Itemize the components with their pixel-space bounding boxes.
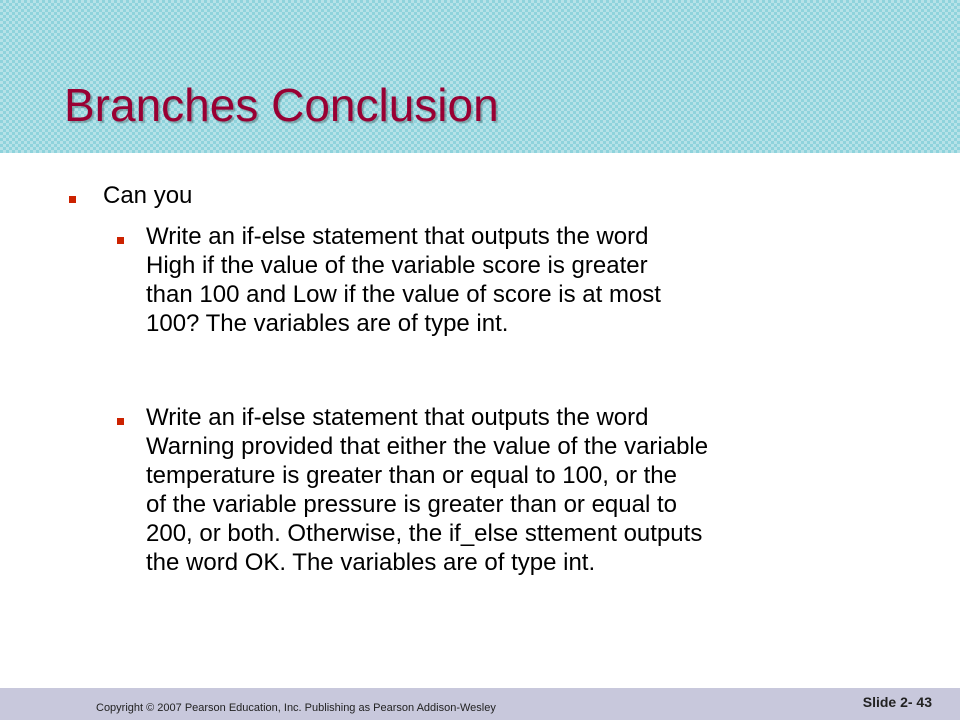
- bullet-square-icon: [69, 196, 76, 203]
- slide-number: Slide 2- 43: [862, 694, 932, 710]
- bullet-square-icon: [117, 237, 124, 244]
- text-line: than 100 and Low if the value of score is at most: [146, 281, 661, 308]
- text-line: the word OK. The variables are of type int.: [146, 549, 596, 576]
- slide-title: Branches Conclusion: [64, 79, 499, 131]
- text-line: Write an if-else statement that outputs the word: [146, 223, 649, 250]
- bullet-text-block: [146, 403, 708, 577]
- text-line: temperature is greater than or equal to 100, or the: [146, 462, 677, 489]
- text-line: High if the value of the variable score is greater: [146, 252, 648, 279]
- text-line: 200, or both. Otherwise, the if_else sttement outputs: [146, 520, 703, 547]
- bullet-text: Can you: [103, 182, 193, 209]
- text-line: Write an if-else statement that outputs the word: [146, 404, 649, 431]
- text-line: of the variable pressure is greater than or equal to: [146, 491, 677, 518]
- bullet-text-block: [146, 222, 661, 338]
- bullet-square-icon: [117, 418, 124, 425]
- text-line: Warning provided that either the value of the variable: [146, 433, 709, 460]
- copyright-text: Copyright © 2007 Pearson Education, Inc. Publishing as Pearson Addison-Wesley: [96, 702, 496, 714]
- text-line: 100? The variables are of type int.: [146, 310, 509, 337]
